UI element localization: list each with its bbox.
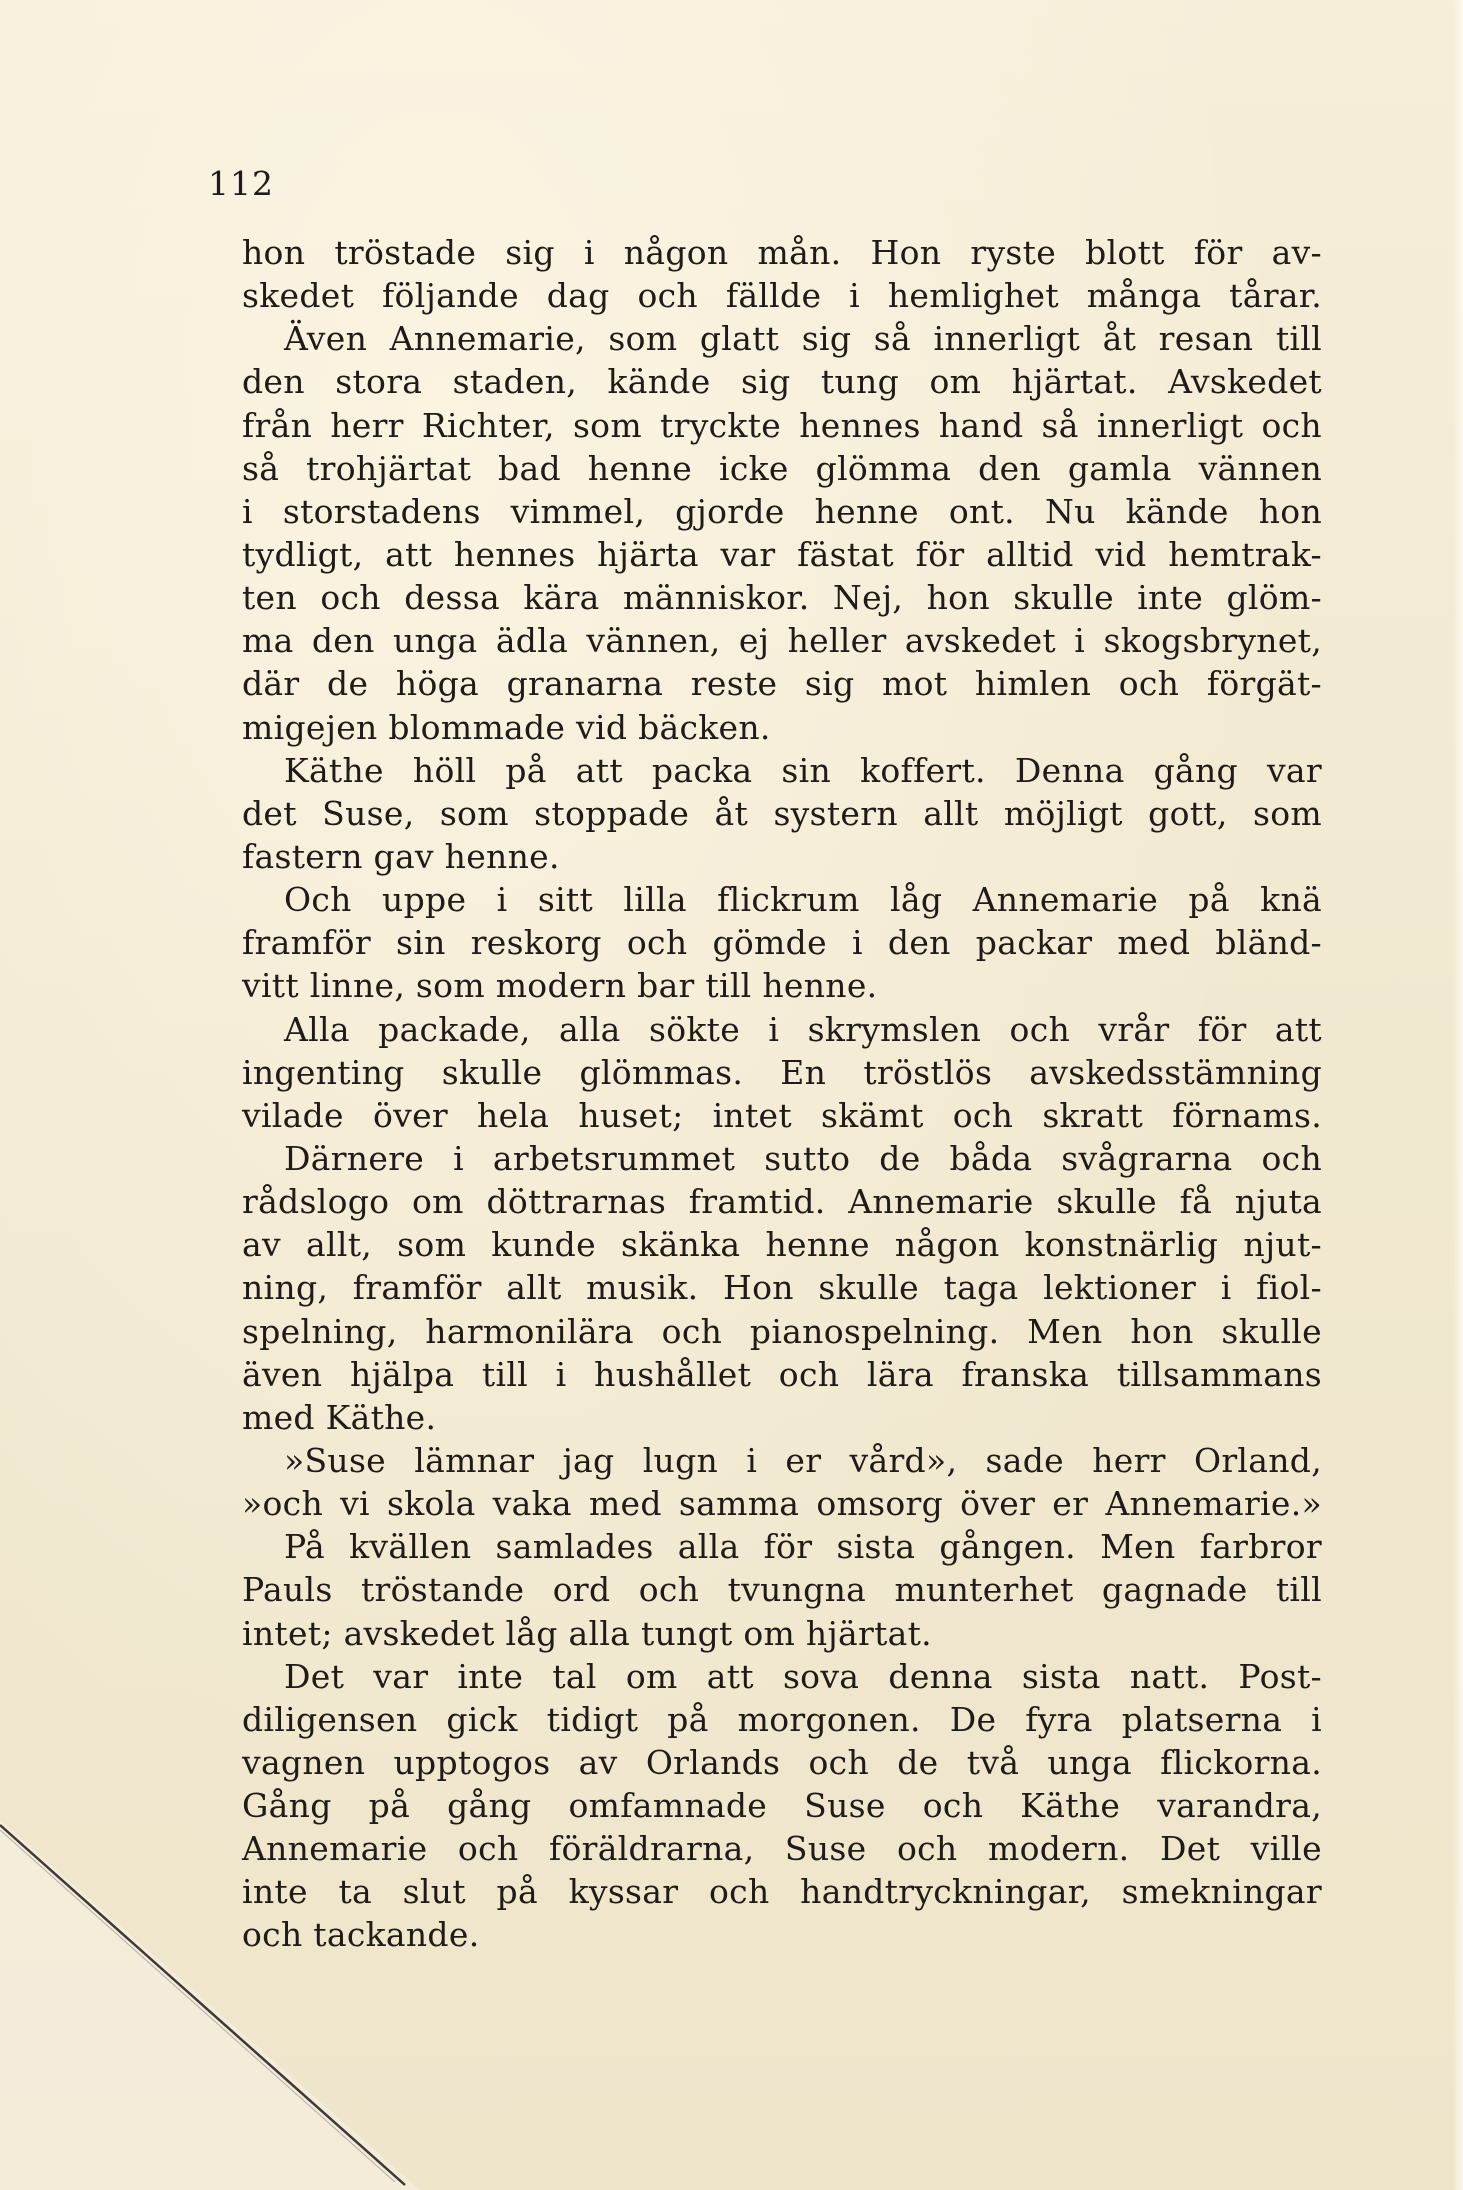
- text-line: vitt linne, som modern bar till henne.: [242, 966, 878, 1006]
- text-line: Även Annemarie, som glatt sig så innerligt åt resan till: [284, 319, 1322, 359]
- text-line: spelning, harmonilära och pianospelning. Men hon skulle: [242, 1311, 1322, 1351]
- text-line: fastern gav henne.: [242, 836, 560, 876]
- text-line: det Suse, som stoppade åt systern allt möjligt gott, som: [242, 793, 1322, 833]
- text-line: »Suse lämnar jag lugn i er vård», sade herr Orland,: [284, 1440, 1322, 1480]
- text-line: hon tröstade sig i någon mån. Hon ryste blott för av-: [242, 233, 1322, 272]
- text-line: i storstadens vimmel, gjorde henne ont. Nu kände hon: [242, 491, 1322, 531]
- text-line: och tackande.: [242, 1915, 480, 1955]
- text-line: Annemarie och föräldrarna, Suse och modern. Det ville: [242, 1829, 1322, 1869]
- text-line: ten och dessa kära människor. Nej, hon skulle inte glöm-: [242, 578, 1322, 618]
- text-line: med Käthe.: [242, 1397, 437, 1437]
- text-line: Det var inte tal om att sova denna sista natt. Post-: [284, 1656, 1322, 1696]
- text-line: »och vi skola vaka med samma omsorg över er Annemarie.»: [242, 1484, 1322, 1524]
- text-line: Därnere i arbetsrummet sutto de båda svågrarna och: [284, 1138, 1322, 1178]
- text-line: skedet följande dag och fällde i hemlighet många tårar.: [242, 276, 1322, 316]
- text-line: ingenting skulle glömmas. En tröstlös avskedsstämning: [242, 1052, 1322, 1092]
- text-line: där de höga granarna reste sig mot himlen och förgät-: [242, 664, 1322, 704]
- text-line: även hjälpa till i hushållet och lära franska tillsammans: [242, 1354, 1322, 1394]
- page-number: 112: [208, 164, 274, 203]
- text-line: Pauls tröstande ord och tvungna munterhet gagnade till: [242, 1570, 1322, 1610]
- text-line: så trohjärtat bad henne icke glömma den gamla vännen: [242, 448, 1322, 488]
- text-line: Käthe höll på att packa sin koffert. Denna gång var: [284, 750, 1322, 790]
- text-line: vagnen upptogos av Orlands och de två unga flickorna.: [242, 1742, 1322, 1782]
- text-line: Gång på gång omfamnade Suse och Käthe varandra,: [242, 1786, 1322, 1826]
- text-line: ning, framför allt musik. Hon skulle taga lektioner i fiol-: [242, 1268, 1322, 1308]
- text-line: Och uppe i sitt lilla flickrum låg Annemarie på knä: [284, 880, 1322, 920]
- text-line: intet; avskedet låg alla tungt om hjärtat.: [242, 1613, 932, 1653]
- page-edge: [1453, 0, 1463, 2190]
- text-line: den stora staden, kände sig tung om hjärtat. Avskedet: [242, 362, 1322, 402]
- body-text: [242, 231, 1322, 1957]
- text-line: av allt, som kunde skänka henne någon konstnärlig njut-: [242, 1225, 1322, 1265]
- text-line: tydligt, att hennes hjärta var fästat för alltid vid hemtrak-: [242, 534, 1322, 574]
- text-line: Alla packade, alla sökte i skrymslen och vrår för att: [284, 1009, 1322, 1049]
- text-line: rådslogo om döttrarnas framtid. Annemarie skulle få njuta: [242, 1182, 1322, 1222]
- text-line: ma den unga ädla vännen, ej heller avskedet i skogsbrynet,: [242, 621, 1322, 661]
- text-line: vilade över hela huset; intet skämt och skratt förnams.: [242, 1095, 1322, 1135]
- text-line: inte ta slut på kyssar och handtryckningar, smekningar: [242, 1872, 1322, 1912]
- text-line: migejen blommade vid bäcken.: [242, 707, 771, 747]
- text-line: På kvällen samlades alla för sista gången. Men farbror: [284, 1527, 1322, 1567]
- text-line: från herr Richter, som tryckte hennes hand så innerligt och: [242, 405, 1322, 445]
- text-line: framför sin reskorg och gömde i den packar med bländ-: [242, 923, 1322, 963]
- text-line: diligensen gick tidigt på morgonen. De fyra platserna i: [242, 1699, 1322, 1739]
